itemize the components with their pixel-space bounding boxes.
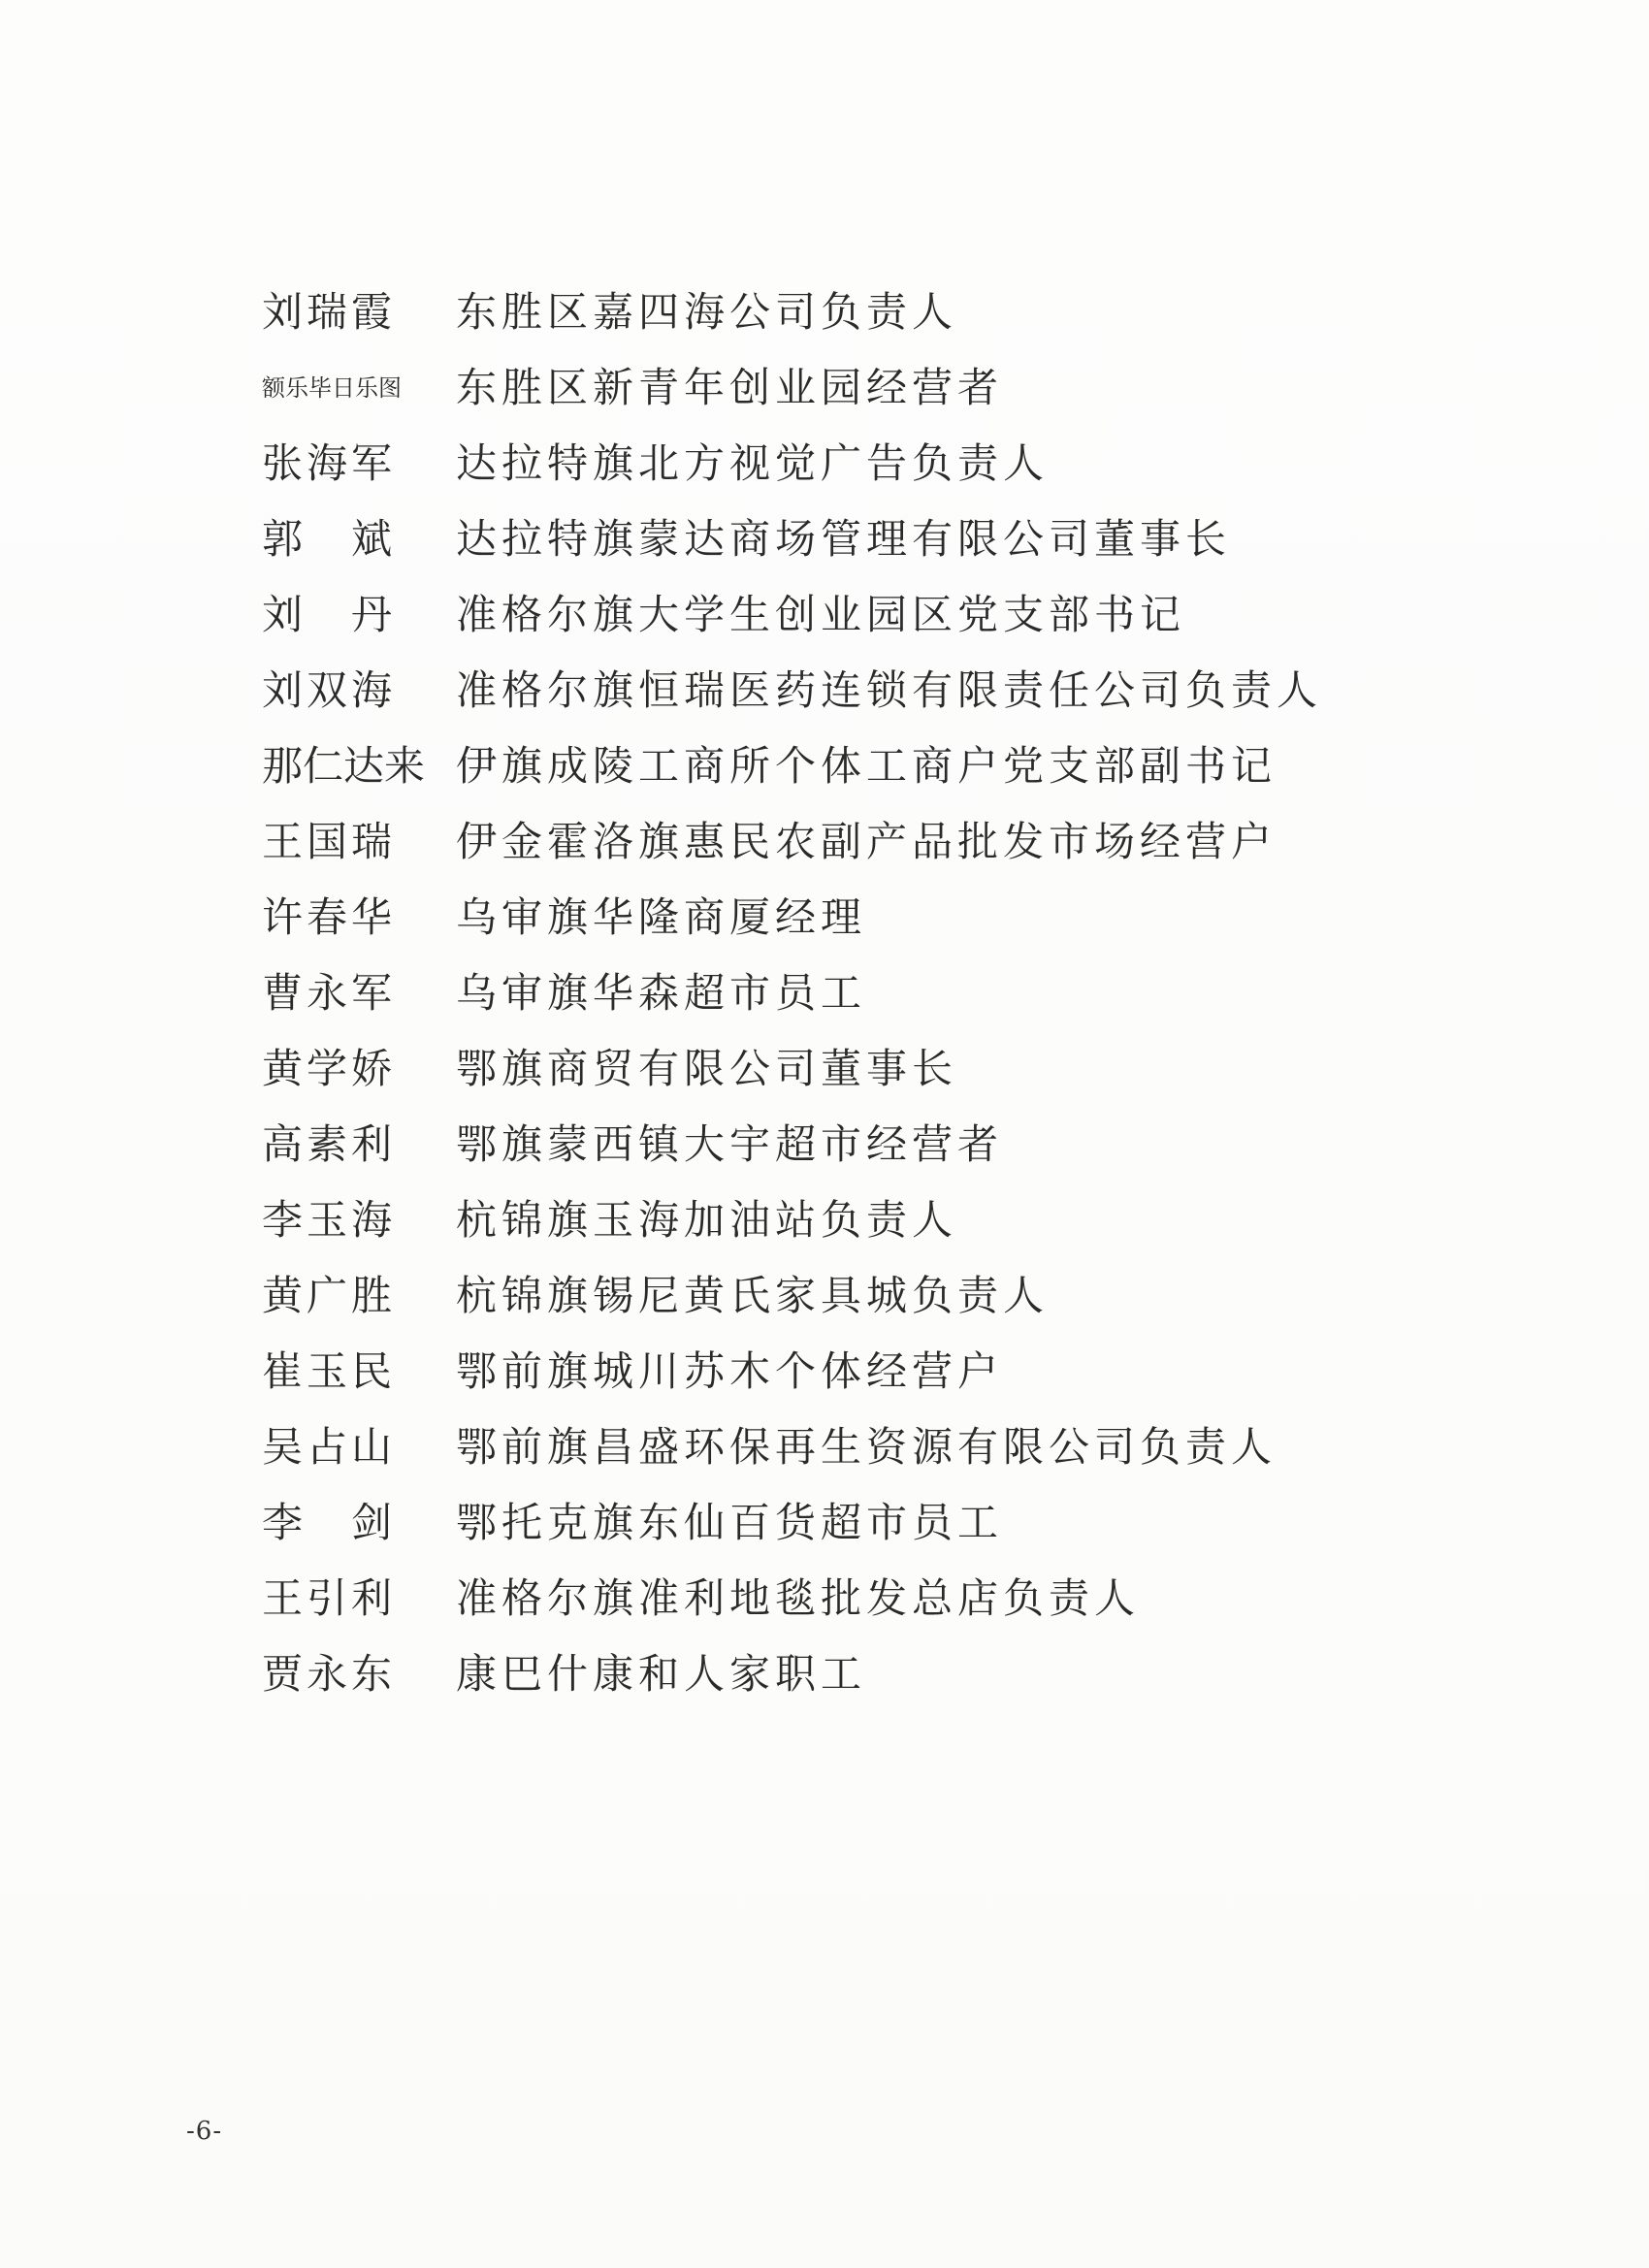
list-item: [262, 1028, 1329, 1104]
person-name: 黄广胜: [262, 1272, 397, 1319]
person-name: 贾永东: [262, 1650, 397, 1698]
person-description: 准格尔旗恒瑞医药连锁有限责任公司负责人: [456, 666, 1323, 714]
list-item: [262, 1255, 1329, 1331]
person-description: 鄂旗商贸有限公司董事长: [456, 1045, 958, 1092]
person-description: 准格尔旗准利地毯批发总店负责人: [456, 1574, 1141, 1622]
person-name: 王国瑞: [262, 818, 397, 865]
list-item: [262, 574, 1329, 650]
person-name: 黄学娇: [262, 1045, 397, 1092]
person-description: 鄂托克旗东仙百货超市员工: [456, 1499, 1004, 1546]
list-item: [262, 347, 1329, 423]
list-item: [262, 272, 1329, 347]
list-item: [262, 1482, 1329, 1558]
person-description: 鄂前旗昌盛环保再生资源有限公司负责人: [456, 1423, 1277, 1471]
list-item: [262, 423, 1329, 499]
person-description: 伊金霍洛旗惠民农副产品批发市场经营户: [456, 818, 1277, 865]
person-name: 刘 丹: [262, 591, 397, 638]
person-description: 杭锦旗玉海加油站负责人: [456, 1196, 958, 1244]
person-name: 刘瑞霞: [262, 288, 397, 336]
list-item: [262, 1104, 1329, 1180]
list-item: [262, 1180, 1329, 1255]
list-item: [262, 1407, 1329, 1482]
list-item: [262, 1558, 1329, 1634]
person-name: 许春华: [262, 893, 397, 941]
person-name: 崔玉民: [262, 1347, 397, 1395]
list-item: [262, 877, 1329, 953]
person-description: 康巴什康和人家职工: [456, 1650, 867, 1698]
person-description: 东胜区嘉四海公司负责人: [456, 288, 958, 336]
person-name: 刘双海: [262, 666, 397, 714]
person-description: 达拉特旗北方视觉广告负责人: [456, 439, 1050, 487]
person-description: 鄂旗蒙西镇大宇超市经营者: [456, 1120, 1004, 1168]
person-name: 张海军: [262, 439, 397, 487]
person-name: 高素利: [262, 1120, 397, 1168]
list-item: [262, 953, 1329, 1028]
person-description: 达拉特旗蒙达商场管理有限公司董事长: [456, 515, 1232, 563]
person-description: 杭锦旗锡尼黄氏家具城负责人: [456, 1272, 1050, 1319]
person-description: 乌审旗华隆商厦经理: [456, 893, 867, 941]
person-description: 鄂前旗城川苏木个体经营户: [456, 1347, 1004, 1395]
list-item: [262, 650, 1329, 726]
person-name: 李 剑: [262, 1499, 397, 1546]
list-item: [262, 726, 1329, 801]
list-item: [262, 1634, 1329, 1709]
personnel-list: [262, 272, 1329, 1709]
list-item: [262, 499, 1329, 574]
person-description: 伊旗成陵工商所个体工商户党支部副书记: [456, 742, 1277, 790]
person-description: 东胜区新青年创业园经营者: [456, 364, 1004, 411]
person-name: 李玉海: [262, 1196, 397, 1244]
person-name: 郭 斌: [262, 515, 397, 563]
list-item: [262, 1331, 1329, 1407]
person-name: 额乐毕日乐图: [262, 373, 402, 402]
list-item: [262, 801, 1329, 877]
person-name: 曹永军: [262, 969, 397, 1017]
person-description: 准格尔旗大学生创业园区党支部书记: [456, 591, 1186, 638]
person-name: 吴占山: [262, 1423, 397, 1471]
person-name: 那仁达来: [262, 742, 426, 790]
person-name: 王引利: [262, 1574, 397, 1622]
person-description: 乌审旗华森超市员工: [456, 969, 867, 1017]
page-number: -6-: [186, 2117, 223, 2146]
